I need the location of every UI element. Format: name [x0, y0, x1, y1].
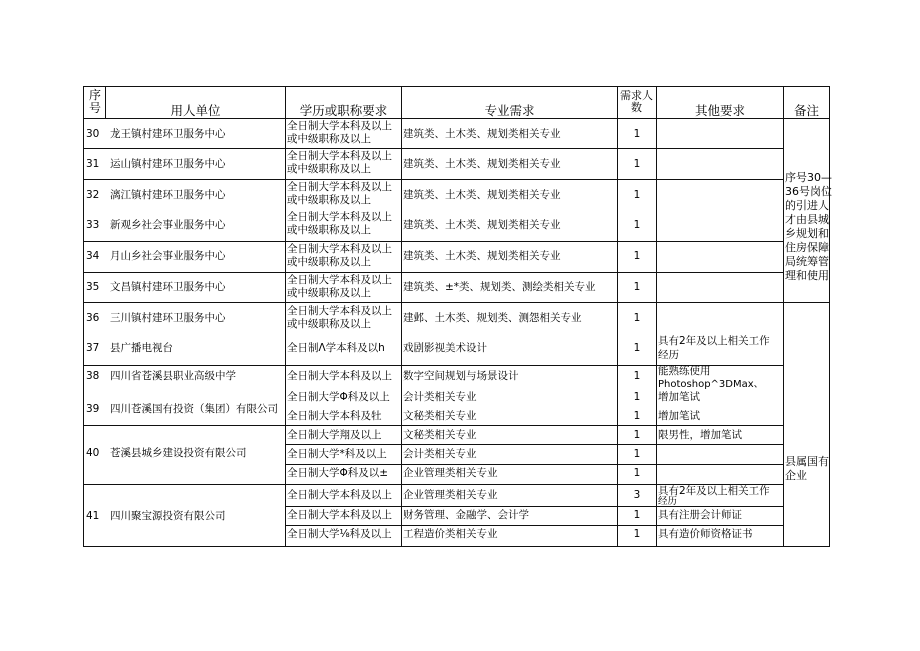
- row-edu-line2: 或中级职称及以上: [287, 194, 371, 206]
- row-edu-line1: 全日制大学⅛科及以上: [287, 528, 392, 540]
- row-no: 33: [86, 219, 100, 231]
- row-unit: 三川镇村建环卫服务中心: [110, 312, 226, 324]
- row-no: 32: [86, 189, 100, 201]
- row-major: 建筑类、土木类、规划类相关专业: [403, 219, 561, 231]
- row-other-line1: 具有注册会计师证: [658, 509, 742, 521]
- row-major: 建邺、土木类、规划类、测怨相关专业: [403, 312, 582, 324]
- row-major: 工程造价类相关专业: [403, 528, 498, 540]
- row-unit: 月山乡社会事业服务中心: [110, 250, 226, 262]
- row-no: 37: [86, 342, 100, 354]
- row-no: 41: [86, 510, 100, 522]
- header-seq: 序号: [88, 88, 101, 115]
- header-remark: 备注: [793, 103, 819, 118]
- row-no: 40: [86, 447, 100, 459]
- row-other-line1: 具有2年及以上相关工作: [658, 485, 770, 497]
- row-major: 建筑类、±*类、规划类、测绘类相关专业: [403, 281, 596, 293]
- remark-line: 序号30—: [785, 171, 832, 184]
- row-edu-line2: 或中级职称及以上: [287, 163, 371, 175]
- row-edu-line1: 全日制大学本科及以上: [287, 274, 392, 286]
- row-edu-line1: 全日制大学本科及以上: [287, 243, 392, 255]
- row-count: 1: [633, 467, 641, 479]
- row-unit: 苍溪县城乡建设投资有限公司: [110, 447, 247, 459]
- row-count: 1: [633, 250, 641, 262]
- row-count: 1: [633, 312, 641, 324]
- row-edu-line1: 全日制大学*科及以上: [287, 448, 387, 460]
- header-major: 专业需求: [484, 103, 535, 118]
- row-edu-line1: 全日制大学本科及以上: [287, 181, 392, 193]
- header-unit: 用人单位: [170, 103, 221, 118]
- row-major: 文秘类相关专业: [403, 429, 477, 441]
- row-major: 戏剧影视美术设计: [403, 342, 487, 354]
- row-count: 1: [633, 410, 641, 422]
- row-edu-line1: 全日制大学本科及以上: [287, 150, 392, 162]
- row-count: 1: [633, 370, 641, 382]
- row-edu-line1: 全日制大学本科及以上: [287, 211, 392, 223]
- row-no: 35: [86, 281, 100, 293]
- row-edu-line1: 全日制大学Φ科及以±: [287, 467, 389, 479]
- row-no: 36: [86, 312, 100, 324]
- row-no: 34: [86, 250, 100, 262]
- row-edu-line1: 全日制大学本科及以上: [287, 305, 392, 317]
- row-major: 建筑类、土木类、规划类相关专业: [403, 250, 561, 262]
- row-count: 1: [633, 281, 641, 293]
- row-major: 企业管理类相关专业: [403, 489, 498, 501]
- row-major: 财务管理、金融学、会计学: [403, 509, 529, 521]
- row-edu-line1: 全日制Λ学本科及以h: [287, 342, 385, 354]
- row-unit: 文昌镇村建环卫服务中心: [110, 281, 226, 293]
- row-unit: 四川苍溪国有投资（集团）有限公司: [110, 403, 278, 415]
- remark-line: 住房保障: [785, 241, 829, 254]
- row-other-line1: 具有2年及以上相关工作: [658, 335, 770, 347]
- row-major: 建筑类、土木类、规划类相关专业: [403, 128, 561, 140]
- row-count: 1: [633, 429, 641, 441]
- remark-line: 理和使用: [785, 269, 829, 282]
- row-edu-line1: 全日制大学本科及以上: [287, 370, 392, 382]
- row-other-line1: 增加笔试: [658, 410, 700, 422]
- header-edu: 学历或职称要求: [299, 103, 388, 118]
- row-edu-line2: 或中级职称及以上: [287, 318, 371, 330]
- row-count: 1: [633, 189, 641, 201]
- row-count: 1: [633, 128, 641, 140]
- remark-line: 乡规划和: [785, 227, 829, 240]
- row-count: 1: [633, 158, 641, 170]
- row-major: 建筑类、土木类、规划类相关专业: [403, 158, 561, 170]
- row-major: 文秘类相关专业: [403, 410, 477, 422]
- row-no: 39: [86, 403, 100, 415]
- row-edu-line1: 全日制大学本科及以上: [287, 120, 392, 132]
- row-other-line1: 具有造价师资格证书: [658, 528, 753, 540]
- remark-line: 企业: [785, 469, 807, 482]
- row-edu-line2: 或中级职称及以上: [287, 256, 371, 268]
- row-unit: 龙王镇村建环卫服务中心: [110, 128, 226, 140]
- row-other-line3: 增加笔试: [658, 391, 700, 403]
- row-major: 会计类相关专业: [403, 391, 477, 403]
- row-other-line1: 能熟练使用: [658, 365, 711, 377]
- row-major: 数字空间规划与场景设计: [403, 370, 519, 382]
- header-other: 其他要求: [694, 103, 745, 118]
- row-unit: 四川省苍溪县职业高级中学: [110, 370, 236, 382]
- row-edu-line1: 全日制大学Φ科及以上: [287, 391, 390, 403]
- row-no: 30: [86, 128, 100, 140]
- row-edu-line1: 全日制大学本科及以上: [287, 509, 392, 521]
- remark-line: 县属国有: [785, 455, 829, 468]
- row-other-line1: 限男性，增加笔试: [658, 429, 742, 441]
- remark-line: 的引进人: [785, 199, 829, 212]
- row-unit: 四川聚宝源投资有限公司: [110, 510, 226, 522]
- row-edu-line2: 或中级职称及以上: [287, 287, 371, 299]
- remark-line: 36号岗位: [785, 185, 832, 198]
- row-count: 1: [633, 342, 641, 354]
- row-count: 1: [633, 219, 641, 231]
- row-unit: 新观乡社会事业服务中心: [110, 219, 226, 231]
- row-unit: 运山镇村建环卫服务中心: [110, 158, 226, 170]
- row-count: 1: [633, 528, 641, 540]
- row-count: 1: [633, 509, 641, 521]
- row-count: 3: [633, 489, 641, 501]
- row-count: 1: [633, 391, 641, 403]
- row-edu-line1: 全日制大学本科及以上: [287, 489, 392, 501]
- row-edu-line2: 或中级职称及以上: [287, 133, 371, 145]
- row-count: 1: [633, 448, 641, 460]
- row-no: 31: [86, 158, 100, 170]
- row-unit: 县广播电视台: [110, 342, 173, 354]
- row-other-line2: 经历: [658, 496, 678, 507]
- row-other-line2: 经历: [658, 349, 679, 361]
- row-unit: 漓江镇村建环卫服务中心: [110, 189, 226, 201]
- row-edu-line2: 或中级职称及以上: [287, 224, 371, 236]
- row-no: 38: [86, 370, 100, 382]
- remark-line: 局统筹管: [785, 255, 829, 268]
- remark-line: 才由县城: [785, 213, 829, 226]
- row-major: 企业管理类相关专业: [403, 467, 498, 479]
- row-major: 会计类相关专业: [403, 448, 477, 460]
- row-edu-line1: 全日制大学翔及以上: [287, 429, 382, 441]
- header-count: 需求人数: [620, 89, 653, 114]
- row-other-line2: Photoshop^3DMax、: [658, 379, 764, 390]
- row-major: 建筑类、土木类、规划类相关专业: [403, 189, 561, 201]
- row-edu-line1: 全日制大学本科及牡: [287, 410, 382, 422]
